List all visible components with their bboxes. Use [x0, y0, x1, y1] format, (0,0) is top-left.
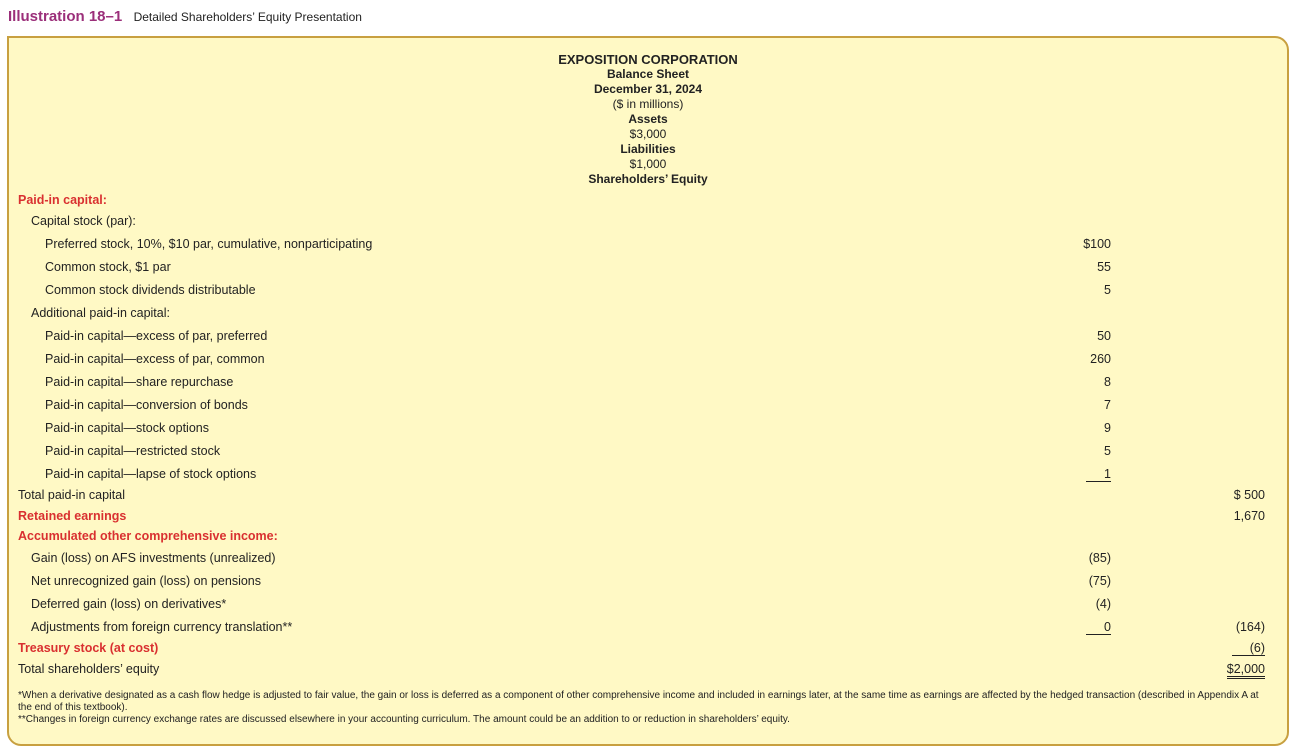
line-label: Common stock dividends distributable	[45, 283, 256, 297]
row-excess-pref	[9, 329, 1287, 349]
footnotes	[18, 690, 1268, 726]
liabilities-value: $1,000	[629, 157, 667, 171]
line-amount: 5	[1104, 444, 1111, 458]
line-amount: (4)	[1095, 597, 1111, 611]
total-label: Total shareholders’ equity	[18, 662, 160, 676]
line-label: Net unrecognized gain (loss) on pensions	[31, 574, 261, 588]
assets-value: $3,000	[629, 127, 667, 141]
footnote: **Changes in foreign currency exchange rates are discussed elsewhere in your accounting curriculum. The amount could be an addition to or reduction in shareholders’ equity.	[18, 714, 790, 725]
row-lapse	[9, 467, 1287, 487]
row-dividends	[9, 283, 1287, 303]
statement-units: ($ in millions)	[612, 97, 684, 111]
company-name: EXPOSITION CORPORATION	[558, 52, 738, 67]
line-amount: 260	[1090, 352, 1111, 366]
line-label: Paid-in capital—conversion of bonds	[45, 398, 248, 412]
line-label: Paid-in capital—lapse of stock options	[45, 467, 257, 481]
row-total-equity	[9, 662, 1287, 682]
total-amount: $ 500	[1233, 488, 1265, 502]
row-treasury	[9, 641, 1287, 661]
line-label: Paid-in capital—restricted stock	[45, 444, 221, 458]
total-amount: (6)	[1232, 641, 1265, 656]
line-amount: $100	[1083, 237, 1111, 251]
row-capital-stock	[9, 214, 1287, 234]
total-amount: (164)	[1235, 620, 1265, 634]
row-aoci	[9, 529, 1287, 549]
line-label: Paid-in capital—stock options	[45, 421, 209, 435]
row-retained	[9, 509, 1287, 529]
line-label: Paid-in capital—share repurchase	[45, 375, 234, 389]
section-heading: Accumulated other comprehensive income:	[18, 529, 278, 543]
statement-header	[9, 52, 1287, 187]
total-label: Total paid-in capital	[18, 488, 126, 502]
statement-date: December 31, 2024	[593, 82, 703, 96]
liabilities-heading: Liabilities	[620, 142, 676, 156]
row-derivatives	[9, 597, 1287, 617]
line-label: Adjustments from foreign currency translation**	[31, 620, 293, 634]
line-amount: 8	[1104, 375, 1111, 389]
total-amount: 1,670	[1233, 509, 1265, 523]
illustration-caption	[8, 8, 362, 25]
row-paid-in-capital	[9, 193, 1287, 213]
line-amount: 55	[1097, 260, 1111, 274]
footnote: *When a derivative designated as a cash flow hedge is adjusted to fair value, the gain or loss is deferred as a component of other comprehensive income and included in earnings later, at the same time as earnings are affected by the hedged transaction (described in Appendix A at the end of this textbook).	[18, 690, 1259, 713]
assets-heading: Assets	[628, 112, 668, 126]
line-label: Deferred gain (loss) on derivatives*	[31, 597, 227, 611]
row-pensions	[9, 574, 1287, 594]
row-bonds	[9, 398, 1287, 418]
illustration-title: Detailed Shareholders’ Equity Presentation	[133, 10, 362, 24]
section-heading: Treasury stock (at cost)	[18, 641, 159, 655]
line-amount: 5	[1104, 283, 1111, 297]
line-label: Gain (loss) on AFS investments (unrealized)	[31, 551, 276, 565]
row-options	[9, 421, 1287, 441]
line-amount: 0	[1086, 620, 1111, 635]
line-label: Preferred stock, 10%, $10 par, cumulative, nonparticipating	[45, 237, 373, 251]
statement-name: Balance Sheet	[606, 67, 690, 81]
line-amount: 9	[1104, 421, 1111, 435]
row-preferred	[9, 237, 1287, 257]
row-common	[9, 260, 1287, 280]
row-repurchase	[9, 375, 1287, 395]
line-label: Common stock, $1 par	[45, 260, 171, 274]
line-amount: 1	[1086, 467, 1111, 482]
illustration-label: Illustration 18–1	[8, 8, 123, 25]
line-label: Paid-in capital—excess of par, common	[45, 352, 265, 366]
line-amount: 7	[1104, 398, 1111, 412]
subsection-heading: Additional paid-in capital:	[31, 306, 170, 320]
grand-total-amount: $2,000	[1227, 662, 1265, 679]
row-excess-common	[9, 352, 1287, 372]
row-afs	[9, 551, 1287, 571]
line-label: Paid-in capital—excess of par, preferred	[45, 329, 268, 343]
row-foreign	[9, 620, 1287, 640]
line-amount: 50	[1097, 329, 1111, 343]
row-apic	[9, 306, 1287, 326]
line-amount: (75)	[1088, 574, 1111, 588]
statement-panel	[7, 36, 1289, 746]
row-restricted	[9, 444, 1287, 464]
section-heading: Paid-in capital:	[18, 193, 107, 207]
section-heading: Retained earnings	[18, 509, 127, 523]
subsection-heading: Capital stock (par):	[31, 214, 136, 228]
row-total-paid-in	[9, 488, 1287, 508]
equity-heading: Shareholders’ Equity	[588, 172, 708, 186]
line-amount: (85)	[1088, 551, 1111, 565]
